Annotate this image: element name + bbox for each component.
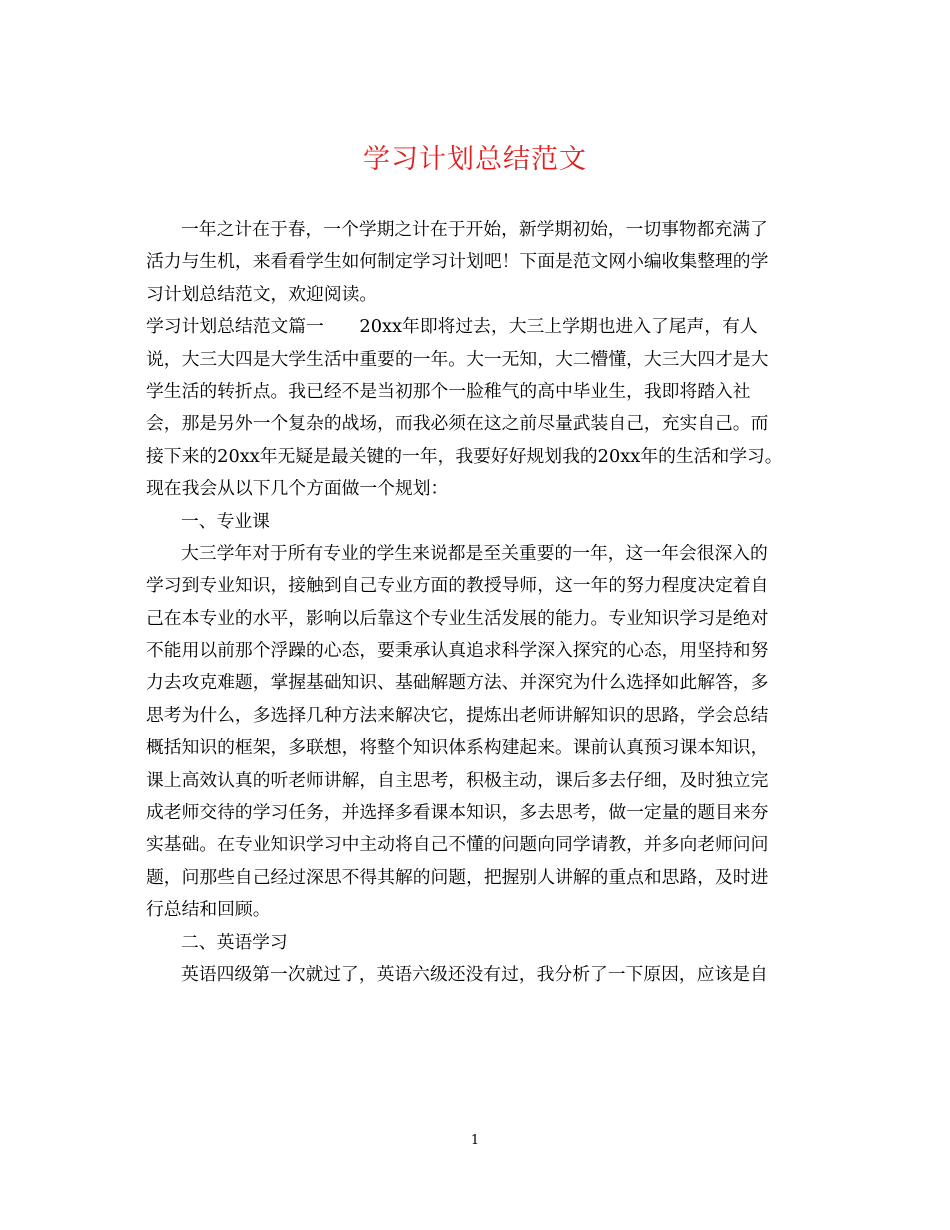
text-line: 学习计划总结范文篇一 20xx年即将过去，大三上学期也进入了尾声，有人 (146, 316, 758, 338)
text-line: 习计划总结范文，欢迎阅读。 (146, 283, 378, 305)
section-heading: 一、专业课 (181, 510, 270, 532)
text-line: 说，大三大四是大学生活中重要的一年。大一无知，大二懵懂，大三大四才是大 (146, 348, 769, 370)
text-line: 力去攻克难题，掌握基础知识、基础解题方法、并深究为什么选择如此解答，多 (146, 672, 769, 694)
text-line: 题，问那些自己经过深思不得其解的问题，把握别人讲解的重点和思路，及时进 (146, 866, 769, 888)
text-line: 学生活的转折点。我已经不是当初那个一脸稚气的高中毕业生，我即将踏入社 (146, 380, 751, 402)
text-line: 概括知识的框架，多联想，将整个知识体系构建起来。课前认真预习课本知识， (146, 737, 769, 759)
page-number: 1 (470, 1133, 480, 1148)
text-line: 活力与生机，来看看学生如何制定学习计划吧！下面是范文网小编收集整理的学 (146, 251, 769, 273)
text-line: 行总结和回顾。 (146, 899, 271, 921)
text-line: 会，那是另外一个复杂的战场，而我必须在这之前尽量武装自己，充实自己。而 (146, 413, 769, 435)
document-title: 学习计划总结范文 (363, 144, 587, 175)
text-line: 一年之计在于春，一个学期之计在于开始，新学期初始，一切事物都充满了 (181, 219, 768, 240)
text-line: 成老师交待的学习任务，并选择多看课本知识，多去思考，做一定量的题目来夯 (146, 802, 769, 824)
text-line: 英语四级第一次就过了，英语六级还没有过，我分析了一下原因，应该是自 (181, 963, 768, 985)
document-body (146, 214, 806, 991)
text-line: 大三学年对于所有专业的学生来说都是至关重要的一年，这一年会很深入的 (181, 542, 768, 564)
text-line: 实基础。在专业知识学习中主动将自己不懂的问题向同学请教，并多向老师问问 (146, 834, 769, 856)
text-line: 学习到专业知识，接触到自己专业方面的教授导师，这一年的努力程度决定着自 (146, 575, 769, 597)
text-line: 思考为什么，多选择几种方法来解决它，提炼出老师讲解知识的思路，学会总结 (146, 704, 769, 726)
section-heading: 二、英语学习 (181, 931, 288, 953)
text-line: 不能用以前那个浮躁的心态，要秉承认真追求科学深入探究的心态，用坚持和努 (146, 640, 769, 662)
text-line: 现在我会从以下几个方面做一个规划： (146, 478, 449, 500)
text-line: 课上高效认真的听老师讲解，自主思考，积极主动，课后多去仔细，及时独立完 (146, 769, 769, 791)
text-line: 己在本专业的水平，影响以后靠这个专业生活发展的能力。专业知识学习是绝对 (146, 607, 769, 629)
text-line: 接下来的20xx年无疑是最关键的一年，我要好好规划我的20xx年的生活和学习。 (146, 445, 783, 467)
